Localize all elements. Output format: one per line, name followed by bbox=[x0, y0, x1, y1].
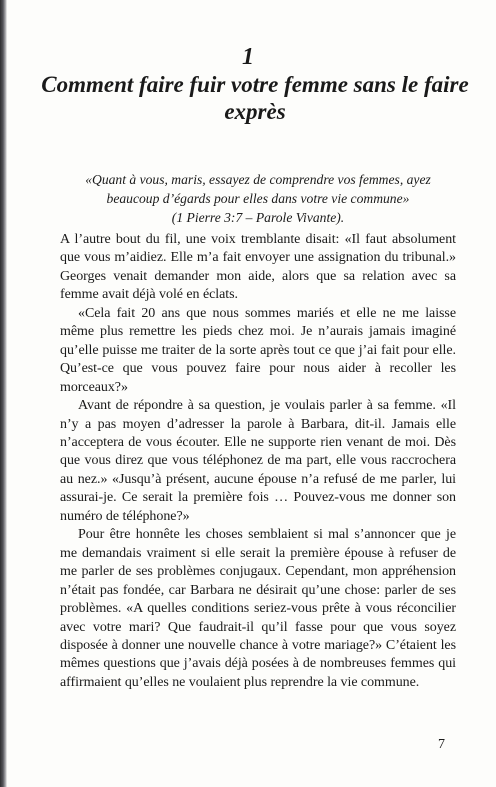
page-binding-edge bbox=[0, 0, 7, 787]
chapter-number: 1 bbox=[242, 44, 254, 70]
body-paragraph: A l’autre bout du fil, une voix tremblante disait: «Il faut absolument que vous m’aidiez. Elle m’a fait envoyer une assignation du tribunal.» Georges venait demander mon aide, alors que sa relation avec sa femme avait déjà volé en éclats. bbox=[60, 232, 456, 303]
chapter-body bbox=[60, 231, 456, 692]
body-paragraph: Pour être honnête les choses semblaient si mal s’annoncer que je me demandais vraiment si elle serait la première épouse à refuser de me parler de ses problèmes conjugaux. Cependant, mon appréhension n’était pas fondée, car Barbara ne désirait qu’une chose: parler de ses problèmes. «A quelles conditions seriez-vous prête à vous réconcilier avec votre mari? Que faudrait-il qu’il fasse pour que vous soyez disposée à donner une nouvelle chance à votre mariage?» C’étaient les mêmes questions que j’avais déjà posées à de nombreuses femmes qui affirmaient qu’elles ne voulaient plus reprendre la vie commune. bbox=[60, 527, 456, 690]
page-number: 7 bbox=[438, 737, 445, 752]
epigraph bbox=[70, 170, 446, 227]
body-paragraph: Avant de répondre à sa question, je voulais parler à sa femme. «Il n’y a pas moyen d’adresser la parole à Barbara, dit-il. Jamais elle n’acceptera de vous écouter. Elle ne supporte rien venant de moi. Dès que vous direz que vous téléphonez de ma part, elle vous raccrochera au nez.» «Jusqu’à présent, aucune épouse n’a refusé de me parler, lui assurai-je. Ce serait la première fois … Pouvez-vous me donner son numéro de téléphone?» bbox=[60, 398, 456, 524]
epigraph-quote: «Quant à vous, maris, essayez de comprendre vos femmes, ayez beaucoup d’égards pour elles dans votre vie commune» bbox=[85, 172, 431, 206]
body-paragraph: «Cela fait 20 ans que nous sommes mariés et elle ne me laisse même plus remettre les pieds chez moi. Je n’aurais jamais imaginé qu’elle puisse me traiter de la sorte après tout ce que j’ai fait pour elle. Qu’est-ce que vous pouvez faire pour nous aider à recoller les morceaux?» bbox=[60, 305, 456, 395]
epigraph-reference: (1 Pierre 3:7 – Parole Vivante). bbox=[171, 210, 345, 225]
chapter-title: Comment faire fuir votre femme sans le faire exprès bbox=[41, 72, 469, 124]
